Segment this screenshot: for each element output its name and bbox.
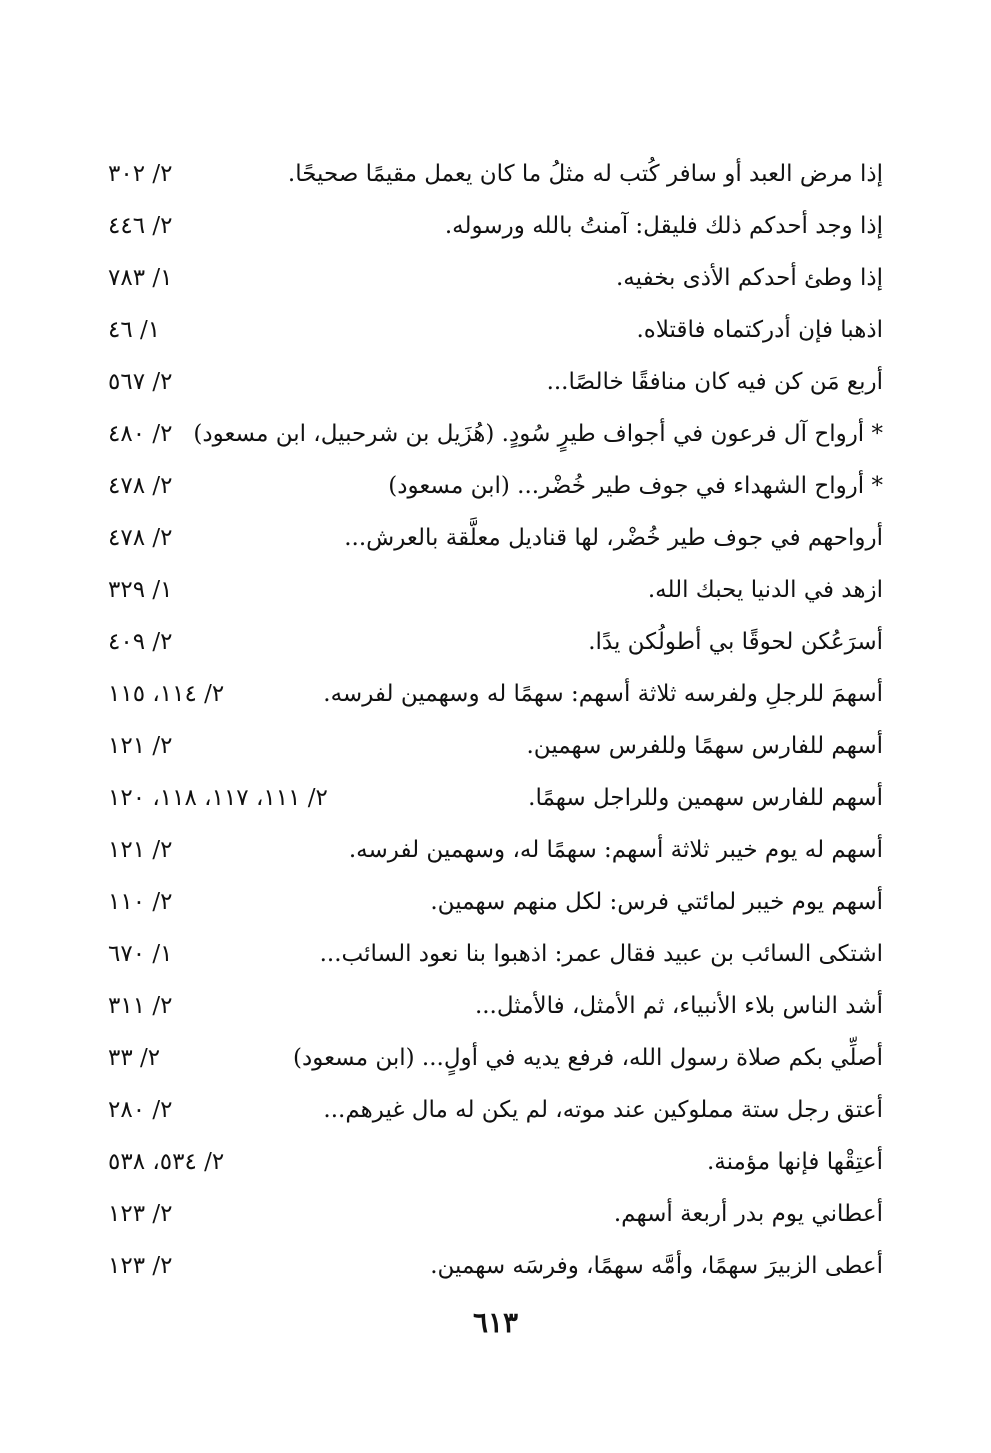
entry-reference: ٢/ ٣١١ xyxy=(108,993,173,1019)
entry-reference: ٢/ ٥٦٧ xyxy=(108,369,173,395)
index-entry xyxy=(108,824,883,876)
entry-reference: ٢/ ٣٠٢ xyxy=(108,161,173,187)
index-entry xyxy=(108,1240,883,1292)
entry-text: أعتِقْها فإنها مؤمنة. xyxy=(706,1149,883,1175)
entry-reference: ١/ ٧٨٣ xyxy=(108,265,173,291)
entry-reference: ٢/ ١١٠ xyxy=(108,889,173,915)
entry-reference: ١/ ٣٢٩ xyxy=(108,577,173,603)
index-entry xyxy=(108,408,883,460)
index-entry xyxy=(108,304,883,356)
entry-text: أسرَعُكن لحوقًا بي أطولُكن يدًا. xyxy=(588,629,883,655)
hadith-index-list xyxy=(108,148,883,1292)
entry-reference: ١/ ٤٦ xyxy=(108,317,161,343)
index-entry xyxy=(108,1032,883,1084)
index-entry xyxy=(108,200,883,252)
entry-reference: ٢/ ١٢١ xyxy=(108,837,173,863)
index-entry xyxy=(108,876,883,928)
entry-text: أعطى الزبيرَ سهمًا، وأمَّه سهمًا، وفرسَه سهمين. xyxy=(430,1253,883,1279)
entry-reference: ٢/ ١٢١ xyxy=(108,733,173,759)
index-entry xyxy=(108,356,883,408)
entry-text: إذا مرض العبد أو سافر كُتب له مثلُ ما كان يعمل مقيمًا صحيحًا. xyxy=(287,161,883,187)
index-entry xyxy=(108,564,883,616)
index-entry xyxy=(108,148,883,200)
entry-reference: ٢/ ١٢٣ xyxy=(108,1253,173,1279)
entry-reference: ٢/ ٤٧٨ xyxy=(108,473,173,499)
entry-text: أسهم للفارس سهمين وللراجل سهمًا. xyxy=(528,785,883,811)
index-entry xyxy=(108,772,883,824)
entry-reference: ٢/ ٥٣٤، ٥٣٨ xyxy=(108,1149,225,1175)
entry-text: اذهبا فإن أدركتماه فاقتلاه. xyxy=(636,317,883,343)
entry-text: أسهم يوم خيبر لمائتي فرس: لكل منهم سهمين. xyxy=(430,889,883,915)
page-number: ٦١٣ xyxy=(472,1306,519,1339)
entry-reference: ٢/ ١٢٣ xyxy=(108,1201,173,1227)
entry-text: * أرواح آل فرعون في أجواف طيرٍ سُودٍ. (هُزَيل بن شرحبيل، ابن مسعود) xyxy=(193,421,883,447)
index-entry xyxy=(108,928,883,980)
entry-text: أسهمَ للرجلِ ولفرسه ثلاثة أسهم: سهمًا له وسهمين لفرسه. xyxy=(323,681,883,707)
entry-reference: ٢/ ٢٨٠ xyxy=(108,1097,173,1123)
entry-reference: ٢/ ١١٤، ١١٥ xyxy=(108,681,225,707)
entry-reference: ٢/ ٤٠٩ xyxy=(108,629,173,655)
entry-reference: ٢/ ١١١، ١١٧، ١١٨، ١٢٠ xyxy=(108,785,328,811)
index-entry xyxy=(108,512,883,564)
entry-text: إذا وجد أحدكم ذلك فليقل: آمنتُ بالله ورسوله. xyxy=(444,213,883,239)
entry-text: أعتق رجل ستة مملوكين عند موته، لم يكن له مال غيرهم... xyxy=(323,1097,883,1123)
entry-reference: ١/ ٦٧٠ xyxy=(108,941,173,967)
entry-text: أسهم للفارس سهمًا وللفرس سهمين. xyxy=(526,733,883,759)
index-entry xyxy=(108,1136,883,1188)
entry-text: أسهم له يوم خيبر ثلاثة أسهم: سهمًا له، وسهمين لفرسه. xyxy=(348,837,883,863)
index-entry xyxy=(108,252,883,304)
entry-reference: ٢/ ٤٨٠ xyxy=(108,421,173,447)
index-entry xyxy=(108,460,883,512)
entry-text: أربع مَن كن فيه كان منافقًا خالصًا... xyxy=(546,369,883,395)
entry-text: اشتكى السائب بن عبيد فقال عمر: اذهبوا بنا نعود السائب... xyxy=(319,941,883,967)
entry-text: * أرواح الشهداء في جوف طير خُضْر... (ابن مسعود) xyxy=(388,473,883,499)
entry-reference: ٢/ ٤٧٨ xyxy=(108,525,173,551)
entry-text: أصلِّي بكم صلاة رسول الله، فرفع يديه في أولٍ... (ابن مسعود) xyxy=(292,1045,883,1071)
index-entry xyxy=(108,1084,883,1136)
index-entry xyxy=(108,668,883,720)
entry-reference: ٢/ ٤٤٦ xyxy=(108,213,173,239)
entry-reference: ٢/ ٣٣ xyxy=(108,1045,161,1071)
entry-text: أعطاني يوم بدر أربعة أسهم. xyxy=(613,1201,883,1227)
entry-text: أشد الناس بلاء الأنبياء، ثم الأمثل، فالأمثل... xyxy=(474,993,883,1019)
entry-text: أرواحهم في جوف طير خُضْر، لها قناديل معلَّقة بالعرش... xyxy=(344,525,883,551)
index-entry xyxy=(108,980,883,1032)
index-entry xyxy=(108,1188,883,1240)
index-entry xyxy=(108,720,883,772)
entry-text: ازهد في الدنيا يحبك الله. xyxy=(647,577,883,603)
index-entry xyxy=(108,616,883,668)
entry-text: إذا وطئ أحدكم الأذى بخفيه. xyxy=(615,265,883,291)
